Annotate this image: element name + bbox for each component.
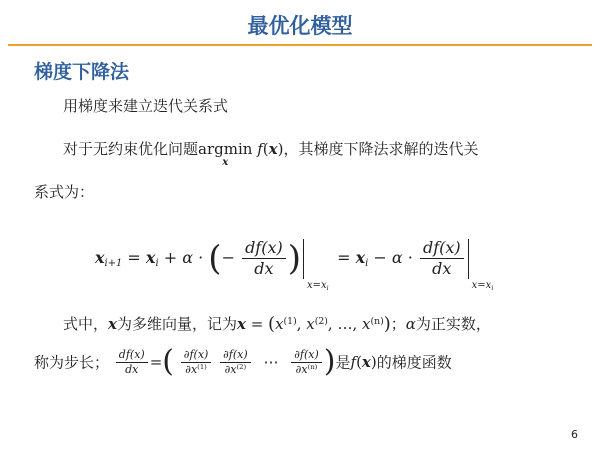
page-number: 6 (571, 428, 578, 441)
intro-line: 用梯度来建立迭代关系式 (63, 97, 229, 115)
derivative-fraction-2: $\frac{df(x)}{dx}$ (420, 238, 464, 279)
grad-component-n: $\frac{\partial f(x)}{\partial x^{(n)}}$ (291, 348, 322, 375)
problem-suffix: ，其梯度下降法求解的迭代关 (283, 140, 479, 158)
argmin-subscript: x (222, 157, 229, 168)
objective-f: f (257, 140, 263, 158)
problem-line-cont: 系式为： (34, 183, 95, 201)
slide-title: 最优化模型 (247, 14, 353, 38)
evaluation-bar-2: $x=x_i$ (468, 239, 469, 279)
section-title: 梯度下降法 (34, 61, 130, 83)
grad-component-2: $\frac{\partial f(x)}{\partial x^{(2)}}$ (220, 348, 251, 375)
argmin-operator: argmin x (198, 140, 253, 168)
grad-lhs-fraction: $\frac{df(x)}{dx}$ (116, 348, 148, 375)
derivative-fraction: $\frac{df(x)}{dx}$ (242, 238, 286, 279)
gradient-line: 称为步长； $\frac{df(x)}{dx}$ =( $\frac{\partial f(x)}{\partial x^{(1)}}$ $\frac{\partial f(x)}{\partial x^{(2)}}$ ⋯ $\frac{\partial f(x)}{\partial x^{(n)}}$ )是f(x)的梯度函数 (34, 344, 452, 379)
grad-component-1: $\frac{\partial f(x)}{\partial x^{(1)}}$ (181, 348, 212, 375)
evaluation-bar: $x=x_i$ (303, 239, 304, 279)
iteration-equation: $x_{i+1} = x_i + \alpha$ · (− $\frac{df(x)}{dx}$ ) $x=x_i$ = $x_i - \alpha$ · $\frac{df(x)}{dx}$ $x=x_i$ (95, 238, 494, 292)
title-divider (8, 44, 592, 46)
problem-line: 对于无约束优化问题argmin x f(x)，其梯度下降法求解的迭代关 (63, 140, 479, 168)
definition-line: 式中，x为多维向量，记为$x = (x^{(1)}$, $x^{(2)}$, …, $x^{(n)}$)；α为正实数， (63, 313, 491, 335)
problem-prefix: 对于无约束优化问题 (63, 140, 199, 158)
